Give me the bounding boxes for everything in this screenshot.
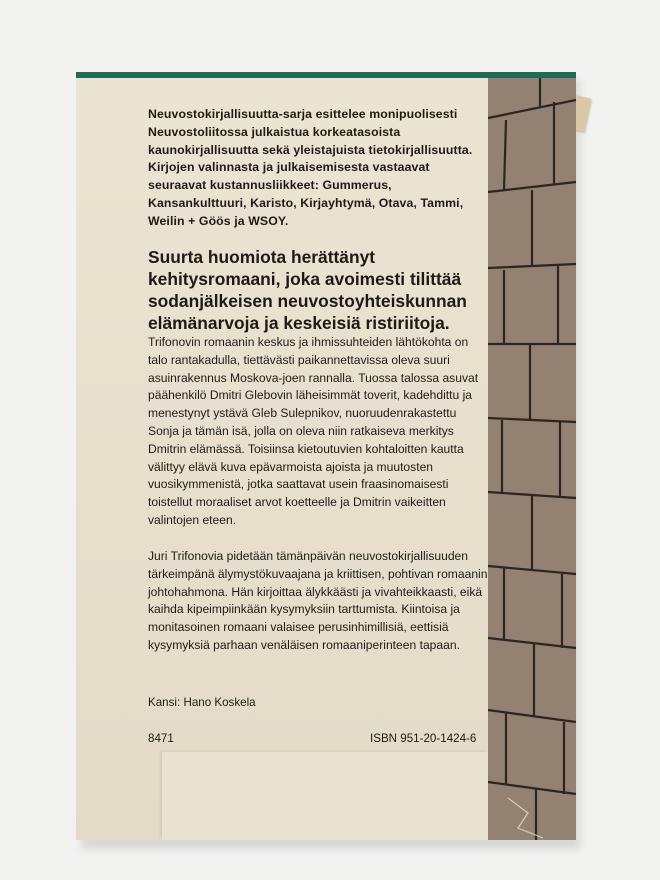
book-headline: Suurta huomiota herättänyt kehitysromaani, joka avoimesti tilittää sodanjälkeisen neuvostoyhteiskunnan elämänarvoja ja keskeisiä ristiriitoja. bbox=[148, 247, 467, 333]
book-back-cover bbox=[76, 72, 576, 840]
jacket-flap bbox=[162, 752, 488, 840]
cover-credit: Kansi: Hano Koskela bbox=[148, 696, 256, 709]
author-paragraph: Juri Trifonovia pidetään tämänpäivän neuvostokirjallisuuden tärkeimpänä älymystökuvaajana ja kriittisen, pohtivan romaanin johtohahmona. Hän kirjoittaa älykkäästi ja vivahteikkaasti, eikä kaihda kipeimpiinkään kysymyksiin tarttumista. Kiintoisa ja monitasoinen romaani valaisee perusinhimillisiä, eettisiä kysymyksiä parhaan venäläisen romaaniperinteen tapaan. bbox=[148, 549, 488, 652]
isbn-number: ISBN 951-20-1424-6 bbox=[370, 732, 477, 745]
series-description: Neuvostokirjallisuutta-sarja esittelee monipuolisesti Neuvostoliitossa julkaistua korkeatasoista kaunokirjallisuutta sekä yleistajuista tietokirjallisuutta. Kirjojen valinnasta ja julkaisemisesta vastaavat seuraavat kustannusliikkeet: Gummerus, Kansankulttuuri, Karisto, Kirjayhtymä, Otava, Tammi, Weilin + Göös ja WSOY. bbox=[148, 107, 473, 228]
synopsis-paragraph: Trifonovin romaanin keskus ja ihmissuhteiden lähtökohta on talo rantakadulla, tiettävästi paikannettavissa oleva suuri asuinrakennus Moskova-joen rannalla. Tuossa talossa asuvat päähenkilö Dmitri Glebovin läheisimmät toverit, kadehdittu ja menestynyt ystävä Gleb Sulepnikov, nuoruudenrakastettu Sonja ja tämän isä, jolla on oleva niin ratkaiseva merkitys Dmitrin elämässä. Toisiinsa kietoutuvien kohtaloitten kautta välittyy elävä kuva epävarmoista ajoista ja muutosten vuosikymmenistä, jotka saattavat usein fraasinomaisesti toistellut moraaliset arvot koetteelle ja Dmitrin vaikeitten valintojen eteen. bbox=[148, 335, 479, 527]
product-code: 8471 bbox=[148, 732, 174, 745]
brick-wall-illustration bbox=[488, 78, 576, 840]
